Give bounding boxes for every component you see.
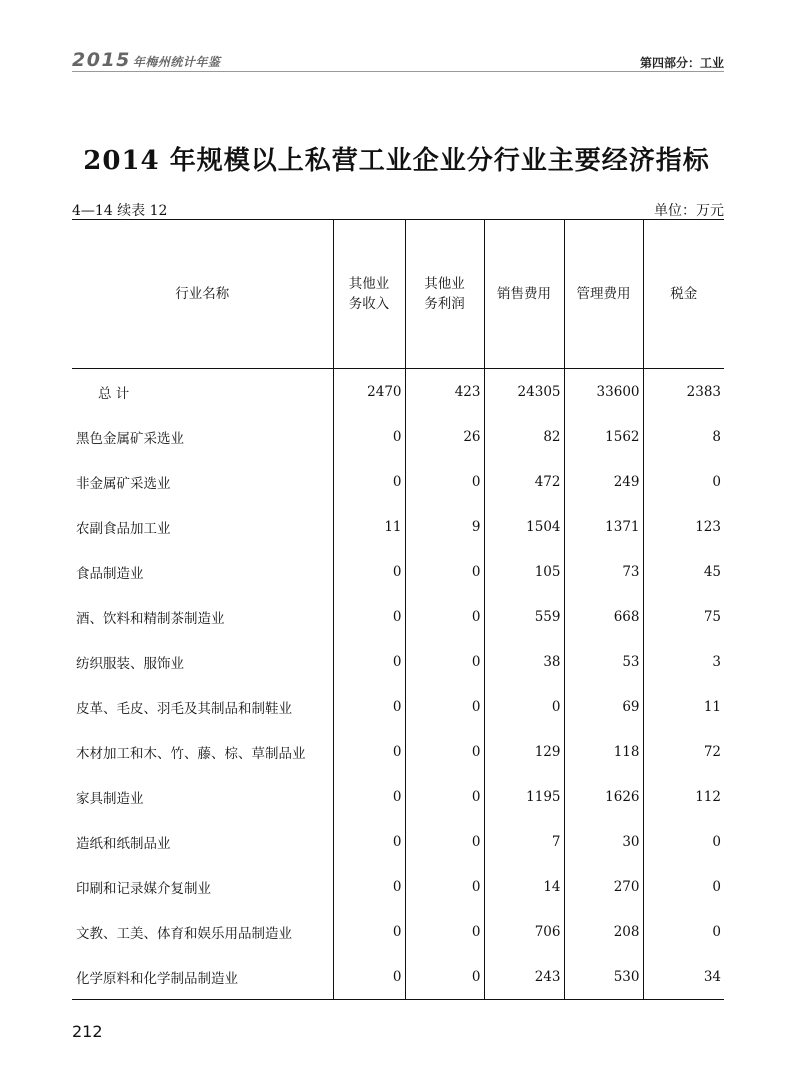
col-header-other-profit: 其他业 务利润	[405, 220, 484, 369]
value-cell: 423	[405, 369, 484, 415]
table-row	[72, 459, 724, 504]
unit-label: 单位：万元	[654, 203, 724, 219]
value-cell: 9	[405, 504, 484, 549]
indicator-table	[72, 219, 724, 1000]
value-cell: 0	[333, 819, 405, 864]
value-cell: 0	[405, 684, 484, 729]
yearbook-logo	[72, 49, 220, 71]
header-divider	[72, 71, 724, 72]
value-cell: 123	[643, 504, 724, 549]
value-cell: 0	[405, 819, 484, 864]
table-row	[72, 864, 724, 909]
industry-name: 黑色金属矿采选业	[76, 430, 184, 447]
section-label: 第四部分：工业	[639, 56, 724, 70]
value-cell: 8	[643, 414, 724, 459]
value-cell: 112	[643, 774, 724, 819]
value-cell: 105	[484, 549, 564, 594]
industry-name: 纺织服装、服饰业	[76, 655, 184, 672]
table-id: 4—14 续表 12	[72, 203, 168, 219]
value-cell: 3	[643, 639, 724, 684]
value-cell: 668	[564, 594, 643, 639]
col-header-sales-expense: 销售费用	[484, 220, 564, 369]
value-cell: 129	[484, 729, 564, 774]
value-cell: 11	[333, 504, 405, 549]
value-cell: 69	[564, 684, 643, 729]
table-row	[72, 954, 724, 1000]
table-row	[72, 684, 724, 729]
value-cell: 72	[643, 729, 724, 774]
table-row	[72, 504, 724, 549]
value-cell: 33600	[564, 369, 643, 415]
value-cell: 0	[405, 594, 484, 639]
value-cell: 75	[643, 594, 724, 639]
value-cell: 0	[333, 864, 405, 909]
industry-name: 家具制造业	[76, 790, 144, 807]
table-row	[72, 594, 724, 639]
value-cell: 0	[333, 459, 405, 504]
value-cell: 530	[564, 954, 643, 1000]
value-cell: 2383	[643, 369, 724, 415]
value-cell: 249	[564, 459, 643, 504]
value-cell: 24305	[484, 369, 564, 415]
value-cell: 0	[333, 729, 405, 774]
value-cell: 243	[484, 954, 564, 1000]
value-cell: 0	[333, 954, 405, 1000]
value-cell: 0	[643, 819, 724, 864]
industry-name: 农副食品加工业	[76, 520, 171, 537]
yearbook-year: 2015	[72, 49, 131, 71]
value-cell: 472	[484, 459, 564, 504]
value-cell: 0	[643, 459, 724, 504]
value-cell: 0	[484, 684, 564, 729]
industry-name: 皮革、毛皮、羽毛及其制品和制鞋业	[76, 700, 292, 717]
value-cell: 53	[564, 639, 643, 684]
table-header-row	[72, 220, 724, 369]
col-header-admin-expense: 管理费用	[564, 220, 643, 369]
value-cell: 270	[564, 864, 643, 909]
value-cell: 11	[643, 684, 724, 729]
value-cell: 2470	[333, 369, 405, 415]
col-header-other-revenue: 其他业 务收入	[333, 220, 405, 369]
value-cell: 1371	[564, 504, 643, 549]
value-cell: 706	[484, 909, 564, 954]
industry-name: 化学原料和化学制品制造业	[72, 954, 333, 1000]
value-cell: 73	[564, 549, 643, 594]
value-cell: 0	[405, 549, 484, 594]
value-cell: 208	[564, 909, 643, 954]
value-cell: 0	[333, 909, 405, 954]
value-cell: 38	[484, 639, 564, 684]
table-row	[72, 639, 724, 684]
value-cell: 0	[405, 774, 484, 819]
table-row	[72, 414, 724, 459]
value-cell: 0	[643, 864, 724, 909]
industry-name: 总 计	[98, 385, 130, 402]
value-cell: 0	[405, 909, 484, 954]
value-cell: 34	[643, 954, 724, 1000]
value-cell: 559	[484, 594, 564, 639]
total-row	[72, 369, 724, 415]
col-header-tax: 税金	[643, 220, 724, 369]
table-row	[72, 774, 724, 819]
value-cell: 1504	[484, 504, 564, 549]
value-cell: 0	[405, 639, 484, 684]
industry-name: 造纸和纸制品业	[76, 835, 171, 852]
value-cell: 30	[564, 819, 643, 864]
value-cell: 1195	[484, 774, 564, 819]
industry-name: 食品制造业	[76, 565, 144, 582]
industry-name: 酒、饮料和精制茶制造业	[76, 610, 225, 627]
value-cell: 0	[333, 549, 405, 594]
value-cell: 14	[484, 864, 564, 909]
value-cell: 0	[333, 639, 405, 684]
table-row	[72, 729, 724, 774]
table-row	[72, 819, 724, 864]
industry-name: 文教、工美、体育和娱乐用品制造业	[76, 925, 292, 942]
page-number: 212	[72, 1022, 103, 1041]
value-cell: 0	[405, 864, 484, 909]
value-cell: 118	[564, 729, 643, 774]
value-cell: 26	[405, 414, 484, 459]
value-cell: 1626	[564, 774, 643, 819]
industry-name: 印刷和记录媒介复制业	[76, 880, 211, 897]
industry-name: 非金属矿采选业	[76, 475, 171, 492]
table-row	[72, 549, 724, 594]
value-cell: 0	[405, 954, 484, 1000]
value-cell: 0	[333, 594, 405, 639]
value-cell: 45	[643, 549, 724, 594]
page-header	[72, 44, 724, 74]
value-cell: 0	[333, 414, 405, 459]
value-cell: 82	[484, 414, 564, 459]
value-cell: 0	[405, 459, 484, 504]
value-cell: 7	[484, 819, 564, 864]
value-cell: 0	[405, 729, 484, 774]
value-cell: 1562	[564, 414, 643, 459]
page-title: 2014 年规模以上私营工业企业分行业主要经济指标	[83, 146, 710, 176]
col-header-name: 行业名称	[72, 220, 333, 369]
yearbook-name: 年梅州统计年鉴	[132, 55, 221, 69]
industry-name: 木材加工和木、竹、藤、棕、草制品业	[76, 745, 306, 762]
value-cell: 0	[333, 774, 405, 819]
value-cell: 0	[333, 684, 405, 729]
table-row	[72, 909, 724, 954]
value-cell: 0	[643, 909, 724, 954]
